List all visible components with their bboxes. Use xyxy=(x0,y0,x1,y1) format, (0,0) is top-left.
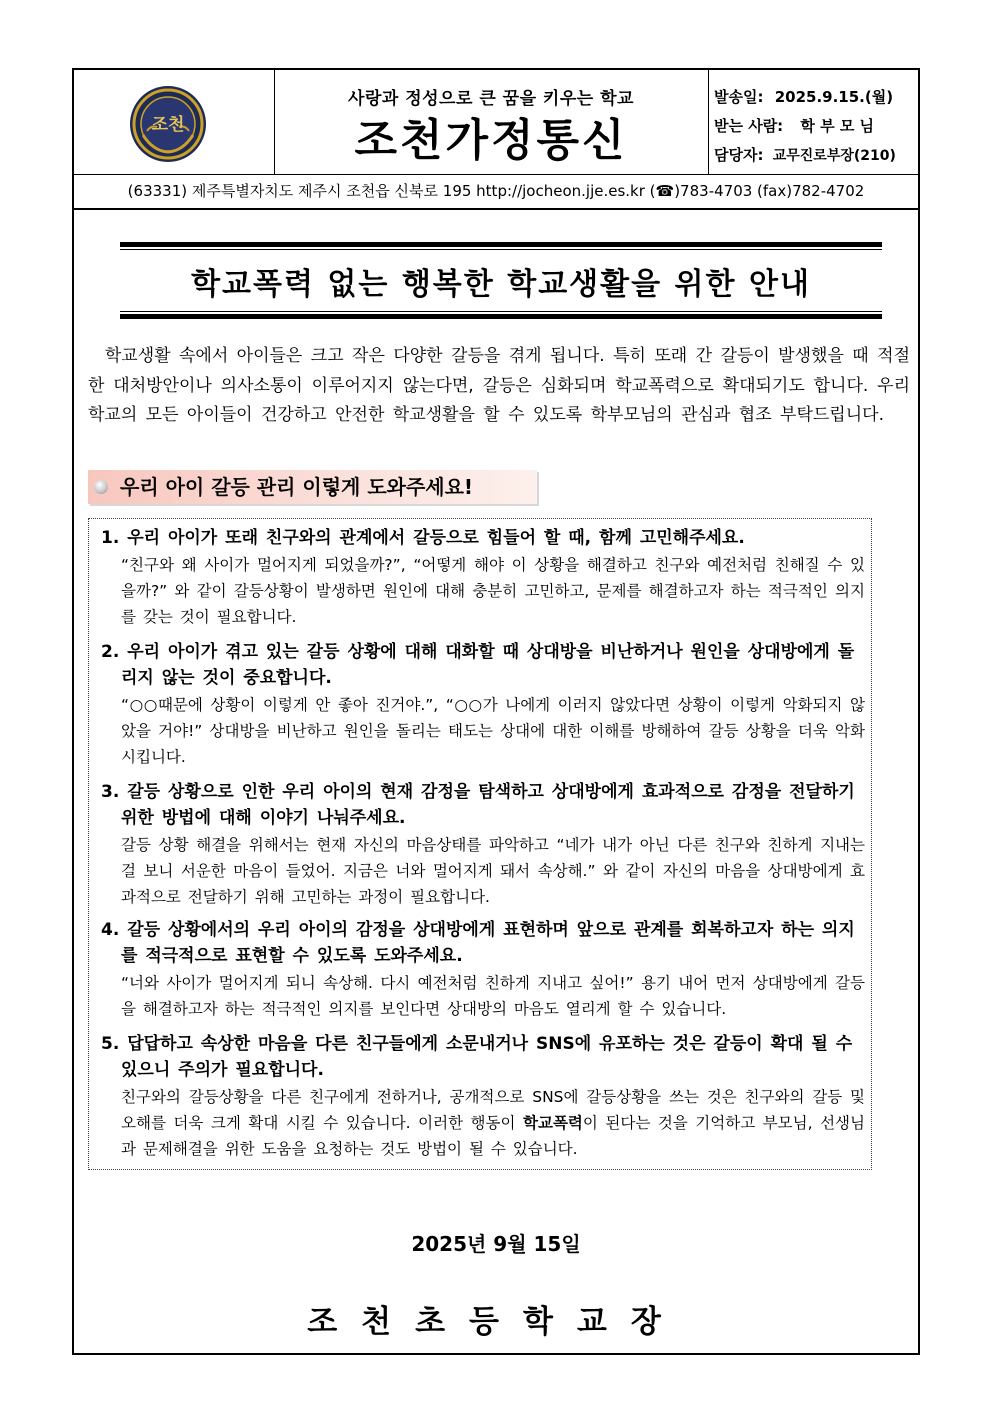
section-heading-text: 우리 아이 갈등 관리 이렇게 도와주세요! xyxy=(120,475,474,499)
item-title: 3. 갈등 상황으로 인한 우리 아이의 현재 감정을 탐색하고 상대방에게 효과적으로 감정을 전달하기 위한 방법에 대해 이야기 나눠주세요. xyxy=(101,782,855,828)
list-item xyxy=(101,779,865,910)
contact-row xyxy=(714,144,896,165)
school-slogan: 사랑과 정성으로 큰 꿈을 키우는 학교 xyxy=(348,89,634,109)
title-rule-bottom xyxy=(120,314,882,319)
newsletter-title: 조천가정통신 xyxy=(354,115,628,166)
newsletter-header xyxy=(74,70,918,175)
title-rule-top xyxy=(120,242,882,247)
recipient-label: 받는 사람: xyxy=(714,117,784,135)
item-title: 5. 답답하고 속상한 마음을 다른 친구들에게 소문내거나 SNS에 유포하는 것은 갈등이 확대 될 수 있으니 주의가 필요합니다. xyxy=(101,1034,853,1080)
main-title-block xyxy=(120,242,882,319)
item-title: 4. 갈등 상황에서의 우리 아이의 감정을 상대방에게 표현하며 앞으로 관계를 회복하고자 하는 의지를 적극적으로 표현할 수 있도록 도와주세요. xyxy=(101,920,855,966)
issue-date: 2025년 9월 15일 xyxy=(411,1232,581,1256)
issue-date-label: 발송일: xyxy=(714,88,764,106)
item-body-part: 친구와의 갈등상황을 다른 친구에게 전하거나, 공개적으로 SNS에 갈등상황을 쓰는 것은 친구와의 갈등 및 오해를 더욱 크게 확대 시킬 수 있습니다. 이러한 행동이 xyxy=(121,1088,865,1132)
tips-list xyxy=(88,518,872,1170)
item-body-emphasis: 학교폭력 xyxy=(523,1114,583,1132)
contact-value: 교무진로부장(210) xyxy=(772,148,896,164)
school-address: (63331) 제주특별자치도 제주시 조천읍 신북로 195 http://jocheon.jje.es.kr (☎)783-4703 (fax)782-4702 xyxy=(74,174,918,210)
principal-signature: 조천초등학교장 xyxy=(307,1304,685,1340)
bullet-icon xyxy=(94,480,108,494)
issue-date-value: 2025.9.15.(월) xyxy=(774,88,894,106)
list-item xyxy=(101,1031,865,1162)
recipient-value: 학 부 모 님 xyxy=(800,117,875,135)
item-body xyxy=(101,1084,865,1162)
issue-date-row xyxy=(714,86,893,107)
item-body: “친구와 왜 사이가 멀어지게 되었을까?”, “어떻게 해야 이 상황을 해결하고 친구와 예전처럼 친해질 수 있을까?” 와 같이 갈등상황이 발생하면 원인에 대해 충분히 고민하고, 문제를 해결하고자 하는 적극적인 의지를 갖는 것이 필요합니다. xyxy=(121,556,865,626)
list-item xyxy=(101,917,865,1022)
main-title: 학교폭력 없는 행복한 학교생활을 위한 안내 xyxy=(191,267,811,302)
logo-cell xyxy=(74,70,275,174)
contact-label: 담당자: xyxy=(714,146,764,164)
item-body: “너와 사이가 멀어지게 되니 속상해. 다시 예전처럼 친하게 지내고 싶어!” 용기 내어 먼저 상대방에게 갈등을 해결하고자 하는 적극적인 의지를 보인다면 상대방의 마음도 열리게 할 수 있습니다. xyxy=(121,974,865,1018)
title-cell xyxy=(274,70,709,174)
item-body: “○○때문에 상황이 이렇게 안 좋아 진거야.”, “○○가 나에게 이러지 않았다면 상황이 이렇게 악화되지 않았을 거야!” 상대방을 비난하고 원인을 돌리는 태도는 상대에 대한 이해를 방해하여 갈등 상황을 더욱 악화시킵니다. xyxy=(121,696,865,766)
list-item xyxy=(101,525,865,630)
item-body: 갈등 상황 해결을 위해서는 현재 자신의 마음상태를 파악하고 “네가 내가 아닌 다른 친구와 친하게 지내는 걸 보니 서운한 마음이 들었어. 지금은 너와 멀어지게 돼서 속상해.” 와 같이 자신의 마음을 상대방에게 효과적으로 전달하기 위해 고민하는 과정이 필요합니다. xyxy=(121,836,865,906)
recipient-row xyxy=(714,115,874,136)
intro-paragraph xyxy=(88,342,910,431)
title-rule-thin-bottom xyxy=(120,311,882,312)
item-body-part: 이 된다는 것을 기억하고 부모님, 선생님과 문제해결을 위한 도움을 요청하는 것도 방법이 될 수 있습니다. xyxy=(121,1114,865,1158)
list-item xyxy=(101,639,865,770)
newsletter-page xyxy=(72,68,920,1355)
emblem-text: 조천 xyxy=(151,115,185,135)
item-title: 1. 우리 아이가 또래 친구와의 관계에서 갈등으로 힘들어 할 때, 함께 고민해주세요. xyxy=(101,528,745,548)
school-emblem-icon xyxy=(129,85,207,163)
item-title: 2. 우리 아이가 겪고 있는 갈등 상황에 대해 대화할 때 상대방을 비난하거나 원인을 상대방에게 돌리지 않는 것이 중요합니다. xyxy=(101,642,855,688)
section-heading xyxy=(88,470,537,504)
meta-cell xyxy=(708,70,918,174)
intro-text: 학교생활 속에서 아이들은 크고 작은 다양한 갈등을 겪게 됩니다. 특히 또래 간 갈등이 발생했을 때 적절한 대처방안이나 의사소통이 이루어지지 않는다면, 갈등은 심화되며 학교폭력으로 확대되기도 합니다. 우리 학교의 모든 아이들이 건강하고 안전한 학교생활을 할 수 있도록 학부모님의 관심과 협조 부탁드립니다. xyxy=(88,346,910,425)
